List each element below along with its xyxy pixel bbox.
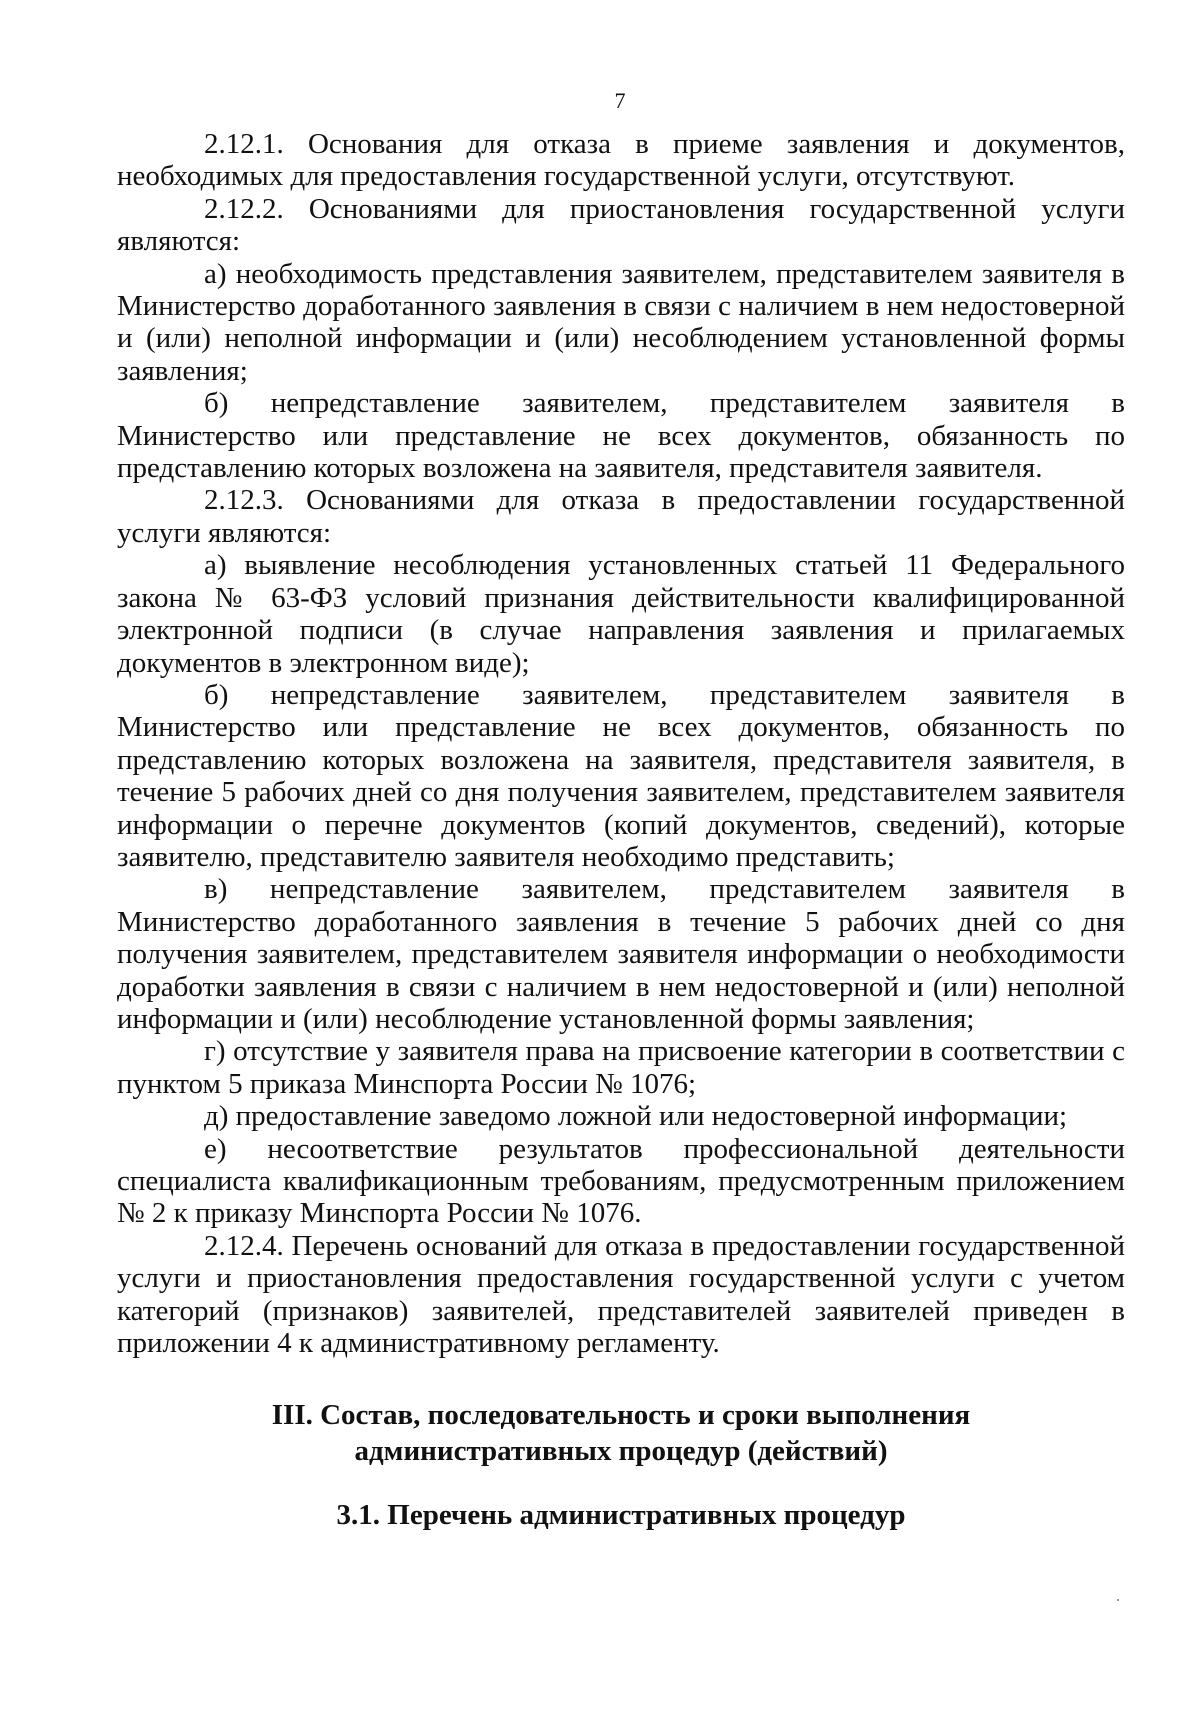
paragraph-2-12-1: 2.12.1. Основания для отказа в приеме заявления и документов, необходимых для предоставления государственной услуги, отсутствуют. <box>117 128 1125 193</box>
paragraph-2-12-3-b: б) непредставление заявителем, представителем заявителя в Министерство или представление не всех документов, обязанность по представлению которых возложена на заявителя, представителя заявителя, в течение 5 рабочих дней со дня получения заявителем, представителем заявителя информации о перечне документов (копий документов, сведений), которые заявителю, представителю заявителя необходимо представить; <box>117 678 1125 873</box>
paragraph-2-12-3-d: д) предоставление заведомо ложной или недостоверной информации; <box>204 1100 1068 1133</box>
paragraph-2-12-3-g: г) отсутствие у заявителя права на присвоение категории в соответствии с пунктом 5 приказа Минспорта России № 1076; <box>117 1035 1125 1100</box>
paragraph-2-12-2: 2.12.2. Основаниями для приостановления государственной услуги являются: <box>117 192 1125 258</box>
section-heading <box>117 1397 1125 1469</box>
paragraph-2-12-3: 2.12.3. Основаниями для отказа в предоставлении государственной услуги являются: <box>117 484 1125 549</box>
paragraph-2-12-3-v: в) непредставление заявителем, представителем заявителя в Министерство доработанного заявления в течение 5 рабочих дней со дня получения заявителем, представителем заявителя информации о необходимости доработки заявления в связи с наличием в нем недостоверной и (или) неполной информации и (или) несоблюдение установленной формы заявления; <box>117 873 1125 1035</box>
section-heading-line-1: III. Состав, последовательность и сроки выполнения <box>271 1399 971 1431</box>
subsection-heading: 3.1. Перечень административных процедур <box>336 1499 906 1531</box>
scan-speck <box>1117 1599 1119 1601</box>
paragraph-2-12-4: 2.12.4. Перечень оснований для отказа в предоставлении государственной услуги и приостановления предоставления государственной услуги с учетом категорий (признаков) заявителей, представителей заявителей приведен в приложении 4 к административному регламенту. <box>117 1229 1125 1360</box>
paragraph-2-12-2-a: а) необходимость представления заявителем, представителем заявителя в Министерство доработанного заявления в связи с наличием в нем недостоверной и (или) неполной информации и (или) несоблюдением установленной формы заявления; <box>117 257 1125 387</box>
section-heading-line-2: административных процедур (действий) <box>354 1435 888 1467</box>
document-body <box>117 128 1125 1359</box>
paragraph-2-12-3-a: а) выявление несоблюдения установленных статьей 11 Федерального закона № 63-ФЗ условий признания действительности квалифицированной электронной подписи (в случае направления заявления и прилагаемых документов в электронном виде); <box>117 549 1125 679</box>
page-number: 7 <box>614 88 626 113</box>
paragraph-2-12-3-e: е) несоответствие результатов профессиональной деятельности специалиста квалификационным требованиям, предусмотренным приложением № 2 к приказу Минспорта России № 1076. <box>117 1132 1125 1230</box>
paragraph-2-12-2-b: б) непредставление заявителем, представителем заявителя в Министерство или представление не всех документов, обязанность по представлению которых возложена на заявителя, представителя заявителя. <box>117 387 1125 485</box>
